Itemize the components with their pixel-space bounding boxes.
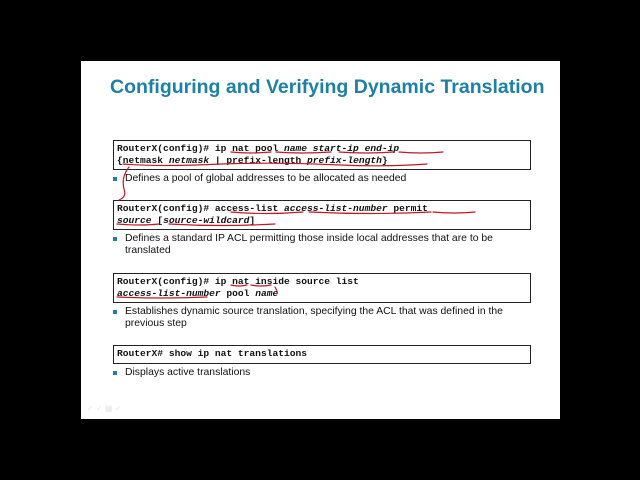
- slide-title: Configuring and Verifying Dynamic Translation: [110, 76, 545, 98]
- command-token: prefix-length: [307, 154, 382, 166]
- command-token: show ip nat translations: [168, 348, 308, 359]
- bullet-show-translations: [111, 367, 531, 379]
- bullet-marker: [113, 177, 117, 181]
- command-box-access-list: [113, 200, 531, 230]
- command-box-nat-pool: [113, 140, 531, 170]
- bullet-text: Displays active translations: [125, 367, 251, 378]
- bullet-access-list: [111, 233, 531, 258]
- command-token: ip nat pool: [214, 143, 284, 154]
- command-line-1: [117, 203, 527, 215]
- watermark-icons: ✓ ✓ ▦ ✓: [87, 404, 122, 413]
- bullet-nat-inside-source: [111, 306, 531, 331]
- command-token: RouterX#: [117, 348, 169, 359]
- bullet-text: Establishes dynamic source translation, specifying the ACL that was defined in the previous step: [125, 306, 503, 330]
- command-line-1: [117, 348, 527, 360]
- command-line-2: [117, 288, 527, 300]
- command-token: source: [117, 214, 152, 226]
- command-token: netmask: [122, 154, 169, 166]
- command-line-1: [117, 143, 527, 155]
- command-token: ]: [249, 214, 256, 226]
- command-token: {: [117, 154, 123, 166]
- command-token: source-wildcard: [163, 214, 250, 226]
- bullet-text: Defines a pool of global addresses to be allocated as needed: [125, 173, 407, 184]
- command-token: access-list-number: [283, 203, 388, 214]
- bullet-marker: [113, 310, 117, 314]
- bullet-marker: [113, 237, 117, 241]
- command-box-nat-inside-source: [113, 273, 531, 303]
- bullet-nat-pool: [111, 173, 531, 185]
- command-box-show-translations: [113, 345, 531, 364]
- command-line-2: [117, 155, 527, 167]
- command-line-1: [117, 276, 527, 288]
- command-token: RouterX(config)#: [117, 203, 215, 214]
- command-line-2: [117, 215, 527, 227]
- bullet-marker: [113, 371, 117, 375]
- command-token: RouterX(config)#: [117, 143, 215, 154]
- command-token: permit: [387, 203, 428, 214]
- bullet-text: Defines a standard IP ACL permitting those inside local addresses that are to be translated: [125, 233, 493, 257]
- command-token: access-list: [214, 203, 284, 214]
- command-token: name start-ip end-ip: [283, 143, 400, 154]
- command-token: ip nat inside source list: [214, 276, 359, 287]
- command-token: name: [255, 287, 279, 299]
- command-token: | prefix-length: [209, 154, 308, 166]
- command-token: netmask: [168, 154, 210, 166]
- command-token: [: [151, 214, 164, 226]
- command-token: access-list-number: [117, 287, 221, 299]
- command-token: RouterX(config)#: [117, 276, 215, 287]
- slide: [81, 61, 560, 419]
- command-token: }: [381, 154, 388, 166]
- command-token: pool: [220, 287, 256, 299]
